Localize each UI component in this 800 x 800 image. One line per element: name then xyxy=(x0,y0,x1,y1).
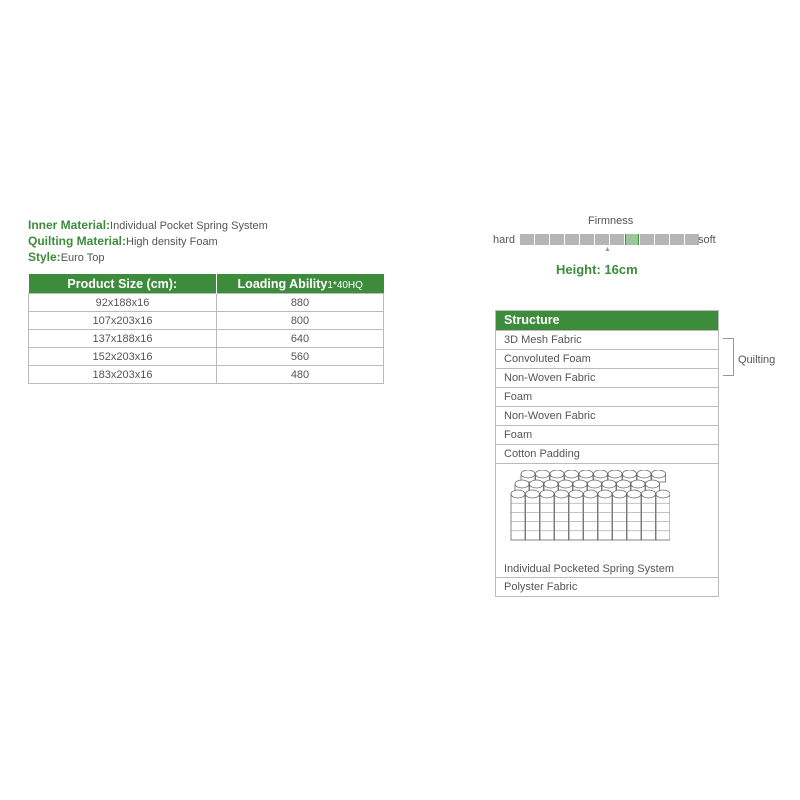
spring-coil-icon xyxy=(555,490,569,540)
layer-row: Convoluted Foam xyxy=(496,349,718,368)
load-cell: 560 xyxy=(217,348,384,366)
firmness-segment xyxy=(670,234,684,245)
size-cell: 107x203x16 xyxy=(29,312,217,330)
firmness-segment xyxy=(535,234,549,245)
size-cell: 92x188x16 xyxy=(29,294,217,312)
load-cell: 480 xyxy=(217,366,384,384)
size-cell: 183x203x16 xyxy=(29,366,217,384)
col-loading-ability xyxy=(217,274,384,294)
firmness-soft-label: soft xyxy=(698,234,716,246)
quilting-bracket xyxy=(723,338,734,376)
spec-inner-material xyxy=(28,217,268,234)
pocket-springs-illustration xyxy=(510,470,670,548)
firmness-segment xyxy=(685,234,699,245)
firmness-label: Firmness xyxy=(588,215,634,227)
size-cell: 152x203x16 xyxy=(29,348,217,366)
firmness-segment xyxy=(520,234,534,245)
spec-value: High density Foam xyxy=(126,236,218,248)
firmness-segment xyxy=(655,234,669,245)
layer-row: Non-Woven Fabric xyxy=(496,406,718,425)
spring-coil-icon xyxy=(584,490,598,540)
spec-style xyxy=(28,249,105,266)
spring-coil-icon xyxy=(540,490,554,540)
spring-coil-icon xyxy=(569,490,583,540)
load-cell: 800 xyxy=(217,312,384,330)
spec-value: Individual Pocket Spring System xyxy=(110,220,268,232)
firmness-hard-label: hard xyxy=(493,234,516,246)
spring-coil-icon xyxy=(598,490,612,540)
spring-coil-icon xyxy=(627,490,641,540)
layer-row: Foam xyxy=(496,425,718,444)
spring-layer xyxy=(496,463,718,577)
load-cell: 880 xyxy=(217,294,384,312)
layer-row: Non-Woven Fabric xyxy=(496,368,718,387)
spec-key: Style: xyxy=(28,250,61,264)
firmness-segment xyxy=(610,234,624,245)
quilting-label: Quilting xyxy=(738,354,776,366)
spring-coil-icon xyxy=(656,490,670,540)
size-table xyxy=(28,274,384,384)
table-row xyxy=(29,348,384,366)
spec-key: Inner Material: xyxy=(28,218,111,232)
table-row xyxy=(29,294,384,312)
table-row xyxy=(29,366,384,384)
firmness-segment xyxy=(625,234,639,245)
table-row xyxy=(29,312,384,330)
col-loading-label: Loading Ability xyxy=(237,276,328,291)
structure-table xyxy=(495,310,719,597)
structure-title: Structure xyxy=(496,311,718,330)
spring-coil-icon xyxy=(613,490,627,540)
spring-coil-icon xyxy=(526,490,540,540)
spec-value: Euro Top xyxy=(60,252,105,264)
firmness-segment xyxy=(640,234,654,245)
layer-row: 3D Mesh Fabric xyxy=(496,330,718,349)
firmness-segment xyxy=(565,234,579,245)
firmness-segment xyxy=(550,234,564,245)
firmness-scale xyxy=(520,234,700,245)
table-row xyxy=(29,330,384,348)
load-cell: 640 xyxy=(217,330,384,348)
layer-row: Polyster Fabric xyxy=(496,577,718,596)
spring-label: Individual Pocketed Spring System xyxy=(504,563,674,575)
col-loading-unit: 1*40HQ xyxy=(327,279,363,291)
layer-row: Foam xyxy=(496,387,718,406)
height-label: Height: 16cm xyxy=(556,262,638,277)
firmness-segment xyxy=(595,234,609,245)
spring-coil-icon xyxy=(642,490,656,540)
layer-row: Cotton Padding xyxy=(496,444,718,463)
firmness-segment xyxy=(580,234,594,245)
col-product-size: Product Size (cm): xyxy=(29,274,217,294)
size-table-header xyxy=(29,274,384,294)
firmness-marker-icon: ▲ xyxy=(604,246,611,253)
spec-key: Quilting Material: xyxy=(28,234,127,248)
size-cell: 137x188x16 xyxy=(29,330,217,348)
spring-coil-icon xyxy=(511,490,525,540)
spec-quilting-material xyxy=(28,233,218,250)
